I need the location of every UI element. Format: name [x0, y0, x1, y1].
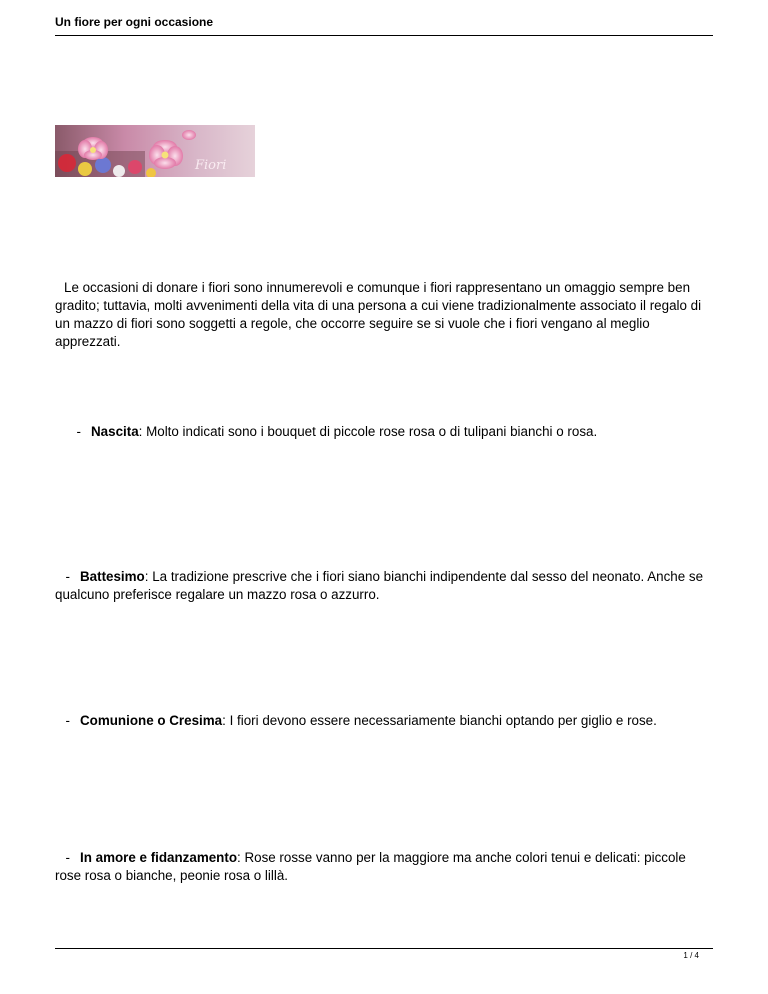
- list-item-amore: [55, 849, 715, 885]
- item-text: La tradizione prescrive che i fiori siano bianchi indipendente dal sesso del neonato. Anche se qualcuno preferisce regalare un mazzo rosa o azzurro.: [55, 569, 704, 602]
- item-text: I fiori devono essere necessariamente bianchi optando per giglio e rose.: [229, 713, 657, 728]
- list-dash: -: [76, 424, 81, 439]
- list-dash: -: [65, 713, 70, 728]
- list-item-nascita: [55, 423, 715, 441]
- item-separator: :: [138, 424, 147, 439]
- item-separator: :: [237, 850, 245, 865]
- list-item-comunione: [55, 712, 715, 730]
- item-text: Rose rosse vanno per la maggiore ma anche colori tenui e delicati: piccole rose rosa o bianche, peonie rosa o lillà.: [55, 850, 686, 883]
- item-label: In amore e fidanzamento: [80, 850, 237, 865]
- flower-banner-image: [55, 125, 255, 177]
- item-separator: :: [144, 569, 153, 584]
- page-number: 1 / 4: [683, 951, 699, 960]
- item-label: Nascita: [91, 424, 139, 439]
- list-dash: -: [65, 850, 70, 865]
- page-header: [55, 14, 713, 36]
- item-text: Molto indicati sono i bouquet di piccole rose rosa o di tulipani bianchi o rosa.: [146, 424, 598, 439]
- document-title: Un fiore per ogni occasione: [55, 15, 214, 29]
- intro-text: Le occasioni di donare i fiori sono innumerevoli e comunque i fiori rappresentano un omaggio sempre ben gradito; tuttavia, molti avvenimenti della vita di una persona a cui viene tradizionalmente associato il regalo di un mazzo di fiori sono soggetti a regole, che occorre seguire se si vuole che i fiori vengano al meglio apprezzati.: [55, 280, 702, 349]
- list-dash: -: [65, 569, 70, 584]
- list-item-battesimo: [55, 568, 715, 604]
- banner-caption: Fiori: [195, 158, 227, 173]
- footer-divider: [55, 948, 713, 949]
- item-separator: :: [222, 713, 230, 728]
- intro-paragraph: [55, 279, 715, 351]
- item-label: Battesimo: [80, 569, 145, 584]
- item-label: Comunione o Cresima: [80, 713, 223, 728]
